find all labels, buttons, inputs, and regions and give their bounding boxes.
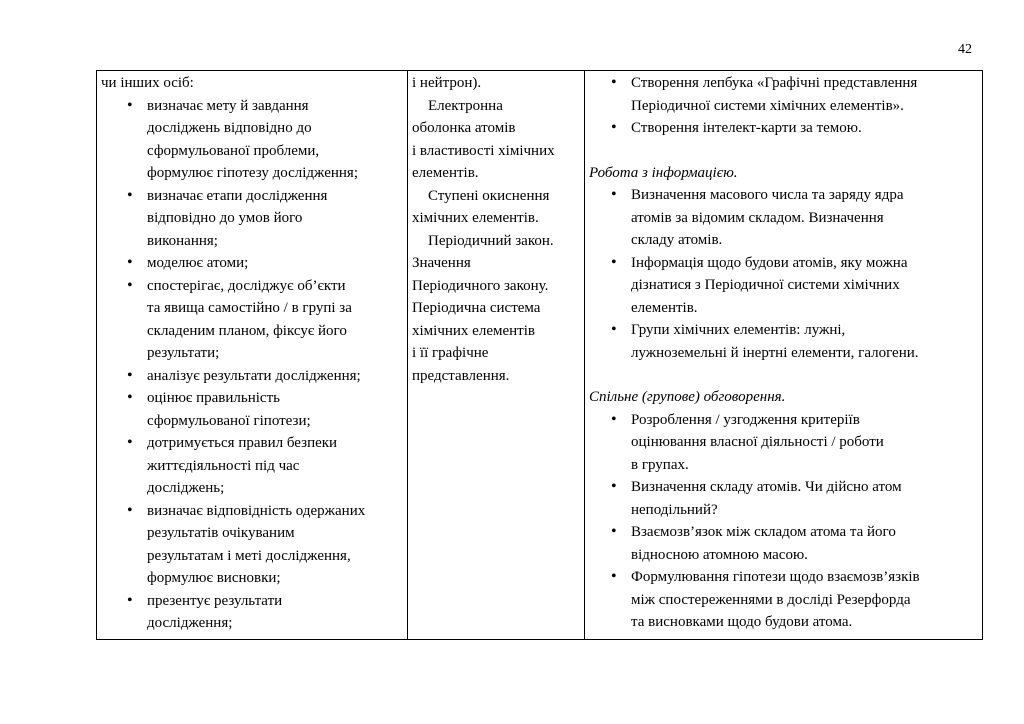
content-line: оболонка атомів <box>412 120 516 136</box>
content-line: Періодичний закон. <box>428 232 554 249</box>
list-item: • Створення інтелект-карти за темою. <box>589 117 978 140</box>
content-line: представлення. <box>412 367 510 384</box>
content-line: хімічних елементів <box>412 322 535 339</box>
content-line: Періодичного закону. <box>412 277 549 294</box>
list-item: • Розроблення / узгодження критеріїв оцінювання власної діяльності / роботи в групах. <box>589 409 978 477</box>
list-item: • Визначення масового числа та заряду ядра атомів за відомим складом. Визначення складу атомів. <box>589 184 978 252</box>
content-line: і нейтрон). <box>412 75 482 91</box>
section-heading-info: Робота з інформацією. <box>589 164 738 181</box>
list-item: • спостерігає, досліджує об’єкти та явища самостійно / в групі за складеним планом, фіксує його результати; <box>101 275 403 365</box>
list-item: • Взаємозв’язок між складом атома та його відносною атомною масою. <box>589 521 978 566</box>
section-heading-discussion: Спільне (групове) обговорення. <box>589 389 786 405</box>
curriculum-table <box>96 70 983 640</box>
list-item: • визначає відповідність одержаних результатів очікуваним результатам і меті дослідження, формулює висновки; <box>101 500 403 590</box>
content-line: Електронна <box>428 97 503 114</box>
content-line: Ступені окиснення <box>428 187 550 204</box>
list-item: • аналізує результати дослідження; <box>101 365 403 388</box>
discussion-list <box>589 409 978 634</box>
info-list <box>589 184 978 364</box>
content-line: елементів. <box>412 165 479 181</box>
list-item: • презентує результати дослідження; <box>101 590 403 635</box>
content-line: і властивості хімічних <box>412 142 555 159</box>
list-item: • Групи хімічних елементів: лужні, лужноземельні й інертні елементи, галогени. <box>589 319 978 364</box>
list-item: • Визначення складу атомів. Чи дійсно атом неподільний? <box>589 476 978 521</box>
content-line: Періодична система <box>412 300 541 316</box>
list-item: • Створення лепбука «Графічні представлення Періодичної системи хімічних елементів». <box>589 72 978 117</box>
outcomes-list <box>101 95 403 635</box>
list-item: • визначає етапи дослідження відповідно до умов його виконання; <box>101 185 403 253</box>
list-item: • оцінює правильність сформульованої гіпотези; <box>101 387 403 432</box>
page-number: 42 <box>958 42 972 57</box>
list-item: • моделює атоми; <box>101 252 403 275</box>
activities-cell <box>585 71 983 640</box>
table-row <box>97 71 983 640</box>
content-line: і її графічне <box>412 345 489 361</box>
list-item: • визначає мету й завдання досліджень відповідно до сформульованої проблеми, формулює гіпотезу дослідження; <box>101 95 403 185</box>
list-item: • Інформація щодо будови атомів, яку можна дізнатися з Періодичної системи хімічних елементів. <box>589 252 978 320</box>
outcomes-intro: чи інших осіб: <box>101 75 194 91</box>
list-item: • Формулювання гіпотези щодо взаємозв’язків між спостереженнями в досліді Резерфорда та висновками щодо будови атома. <box>589 566 978 634</box>
content-cell <box>408 71 585 640</box>
activities-top-list <box>589 72 978 140</box>
learning-outcomes-cell <box>97 71 408 640</box>
list-item: • дотримується правил безпеки життєдіяльності під час досліджень; <box>101 432 403 500</box>
content-line: хімічних елементів. <box>412 210 539 226</box>
content-line: Значення <box>412 255 471 271</box>
